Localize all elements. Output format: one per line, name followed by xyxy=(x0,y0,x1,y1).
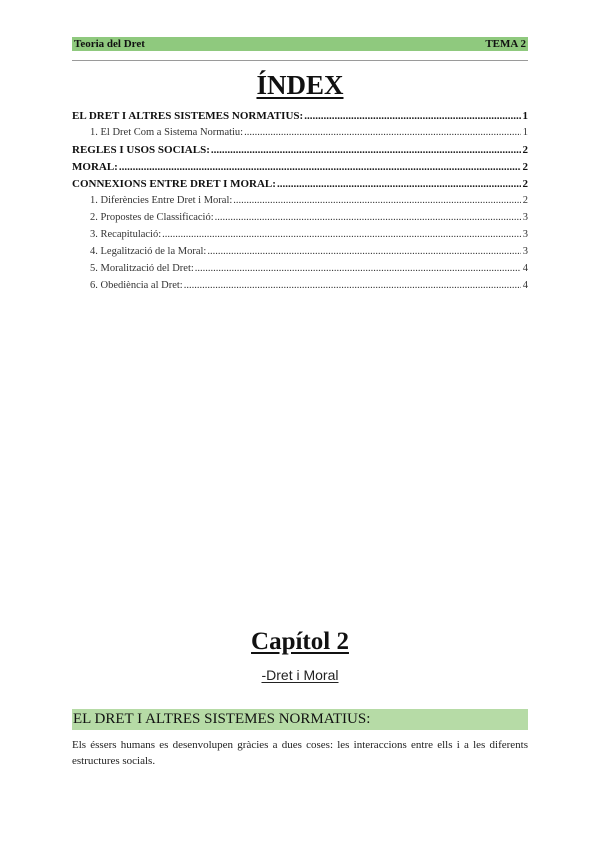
toc-entry-label: CONNEXIONS ENTRE DRET I MORAL: xyxy=(72,178,276,190)
header-course-title: Teoria del Dret xyxy=(74,38,145,50)
toc-entry[interactable] xyxy=(72,144,528,161)
toc-leader-dots xyxy=(207,246,521,257)
toc-leader-dots xyxy=(162,229,521,240)
toc-entry[interactable] xyxy=(72,127,528,144)
chapter-subtitle: -Dret i Moral xyxy=(261,667,339,683)
toc-entry-page: 2 xyxy=(522,144,528,156)
toc-entry-label: 1. Diferències Entre Dret i Moral: xyxy=(90,195,233,206)
toc-entry-page: 3 xyxy=(522,246,528,257)
toc-entry-page: 1 xyxy=(522,110,528,122)
toc-leader-dots xyxy=(211,144,521,156)
toc-entry-label: REGLES I USOS SOCIALS: xyxy=(72,144,210,156)
index-title: ÍNDEX xyxy=(256,70,344,100)
toc-entry-page: 4 xyxy=(522,280,528,291)
toc-leader-dots xyxy=(277,178,521,190)
toc-entry[interactable] xyxy=(72,110,528,127)
toc-entry-label: 1. El Dret Com a Sistema Normatiu: xyxy=(90,127,244,138)
toc-leader-dots xyxy=(215,212,521,223)
toc-leader-dots xyxy=(244,127,521,138)
toc-leader-dots xyxy=(233,195,521,206)
table-of-contents xyxy=(72,110,528,297)
toc-entry-label: EL DRET I ALTRES SISTEMES NORMATIUS: xyxy=(72,110,304,122)
toc-entry-page: 4 xyxy=(522,263,528,274)
section-heading: EL DRET I ALTRES SISTEMES NORMATIUS: xyxy=(72,709,528,730)
toc-entry-page: 2 xyxy=(522,161,528,173)
body-paragraph: Els éssers humans es desenvolupen gràcies a dues coses: les interaccions entre ells i a les diferents estructures socials. xyxy=(72,739,528,767)
toc-entry[interactable] xyxy=(72,246,528,263)
toc-entry-label: 2. Propostes de Classificació: xyxy=(90,212,214,223)
toc-entry-page: 2 xyxy=(522,195,528,206)
toc-entry-label: 4. Legalització de la Moral: xyxy=(90,246,207,257)
toc-entry[interactable] xyxy=(72,178,528,195)
toc-entry-label: 5. Moralització del Dret: xyxy=(90,263,194,274)
toc-leader-dots xyxy=(304,110,521,122)
toc-entry-label: MORAL: xyxy=(72,161,118,173)
toc-entry[interactable] xyxy=(72,263,528,280)
chapter-title: Capítol 2 xyxy=(251,628,349,655)
toc-entry[interactable] xyxy=(72,229,528,246)
header-divider xyxy=(72,60,528,61)
toc-entry-page: 1 xyxy=(522,127,528,138)
toc-entry[interactable] xyxy=(72,161,528,178)
toc-entry-page: 3 xyxy=(522,212,528,223)
toc-leader-dots xyxy=(184,280,521,291)
toc-entry-label: 3. Recapitulació: xyxy=(90,229,162,240)
page-header xyxy=(72,37,528,51)
toc-entry-page: 2 xyxy=(522,178,528,190)
toc-leader-dots xyxy=(195,263,521,274)
toc-leader-dots xyxy=(119,161,521,173)
toc-entry[interactable] xyxy=(72,195,528,212)
toc-entry[interactable] xyxy=(72,212,528,229)
toc-entry-label: 6. Obediència al Dret: xyxy=(90,280,183,291)
toc-entry-page: 3 xyxy=(522,229,528,240)
toc-entry[interactable] xyxy=(72,280,528,297)
header-topic-number: TEMA 2 xyxy=(485,38,526,50)
